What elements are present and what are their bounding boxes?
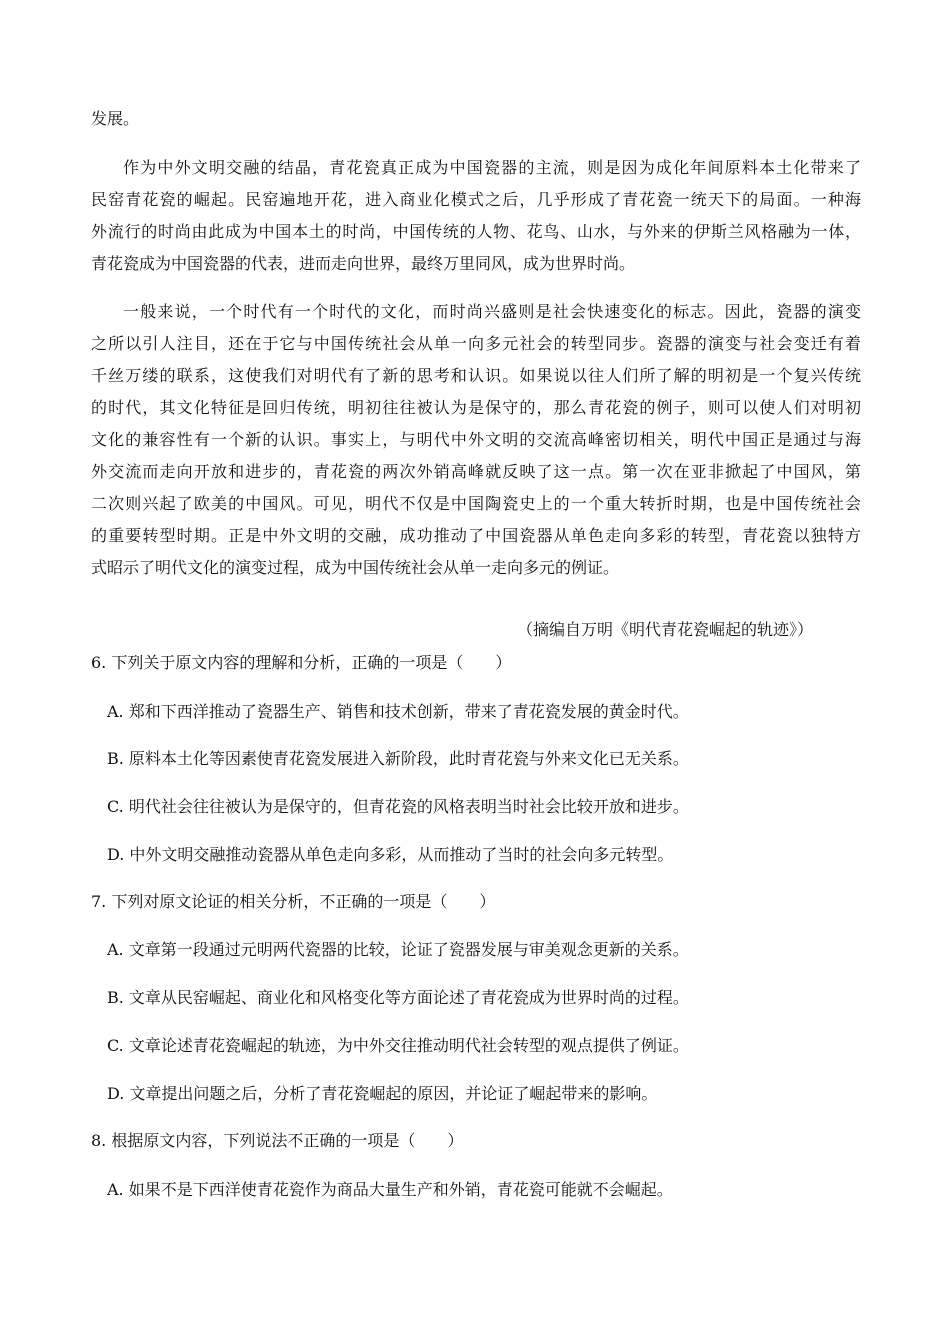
passage-line: 外流行的时尚由此成为中国本土的时尚，中国传统的人物、花鸟、山水，与外来的伊斯兰风格融为一体，: [91, 222, 861, 241]
passage-line: 外交流而走向开放和进步的，青花瓷的两次外销高峰就反映了这一点。第一次在亚非掀起了中国风，第: [91, 462, 861, 481]
question-stem: 7. 下列对原文论证的相关分析，不正确的一项是（ ）: [91, 892, 496, 911]
passage-source: （摘编自万明《明代青花瓷崛起的轨迹》）: [516, 620, 813, 639]
option-b: B. 文章从民窑崛起、商业化和风格变化等方面论述了青花瓷成为世界时尚的过程。: [107, 988, 689, 1007]
option-b: B. 原料本土化等因素使青花瓷发展进入新阶段，此时青花瓷与外来文化已无关系。: [107, 749, 689, 768]
option-c: C. 文章论述青花瓷崛起的轨迹，为中外交往推动明代社会转型的观点提供了例证。: [107, 1036, 689, 1055]
option-d: D. 文章提出问题之后，分析了青花瓷崛起的原因，并论证了崛起带来的影响。: [107, 1084, 658, 1103]
passage-line: 文化的兼容性有一个新的认识。事实上，与明代中外文明的交流高峰密切相关，明代中国正是通过与海: [91, 430, 861, 449]
passage-line: 二次则兴起了欧美的中国风。可见，明代不仅是中国陶瓷史上的一个重大转折时期，也是中国传统社会: [91, 494, 861, 513]
passage-line: 千丝万缕的联系，这使我们对明代有了新的思考和认识。如果说以往人们所了解的明初是一个复兴传统: [91, 366, 861, 385]
passage-line: 作为中外文明交融的结晶，青花瓷真正成为中国瓷器的主流，则是因为成化年间原料本土化带来了: [123, 158, 861, 177]
passage-line: 民窑青花瓷的崛起。民窑遍地开花，进入商业化模式之后，几乎形成了青花瓷一统天下的局面。一种海: [91, 190, 861, 209]
option-a: A. 如果不是下西洋使青花瓷作为商品大量生产和外销，青花瓷可能就不会崛起。: [107, 1180, 673, 1199]
passage-line: 的重要转型时期。正是中外文明的交融，成功推动了中国瓷器从单色走向多彩的转型，青花瓷以独特方: [91, 526, 861, 545]
option-a: A. 文章第一段通过元明两代瓷器的比较，论证了瓷器发展与审美观念更新的关系。: [107, 940, 689, 959]
passage-line: 青花瓷成为中国瓷器的代表，进而走向世界，最终万里同风，成为世界时尚。: [91, 254, 636, 273]
question-stem: 6. 下列关于原文内容的理解和分析，正确的一项是（ ）: [91, 653, 512, 672]
passage-line: 之所以引人注目，还在于它与中国传统社会从单一向多元社会的转型同步。瓷器的演变与社会变迁有着: [91, 334, 861, 353]
option-c: C. 明代社会往往被认为是保守的，但青花瓷的风格表明当时社会比较开放和进步。: [107, 797, 689, 816]
passage-line: 的时代，其文化特征是回归传统，明初往往被认为是保守的，那么青花瓷的例子，则可以使人们对明初: [91, 398, 861, 417]
passage-line: 式昭示了明代文化的演变过程，成为中国传统社会从单一走向多元的例证。: [91, 558, 620, 577]
option-a: A. 郑和下西洋推动了瓷器生产、销售和技术创新，带来了青花瓷发展的黄金时代。: [107, 702, 689, 721]
question-stem: 8. 根据原文内容，下列说法不正确的一项是（ ）: [91, 1131, 464, 1150]
passage-line: 发展。: [91, 109, 140, 128]
option-d: D. 中外文明交融推动瓷器从单色走向多彩，从而推动了当时的社会向多元转型。: [107, 845, 674, 864]
passage-line: 一般来说，一个时代有一个时代的文化，而时尚兴盛则是社会快速变化的标志。因此，瓷器的演变: [123, 302, 861, 321]
